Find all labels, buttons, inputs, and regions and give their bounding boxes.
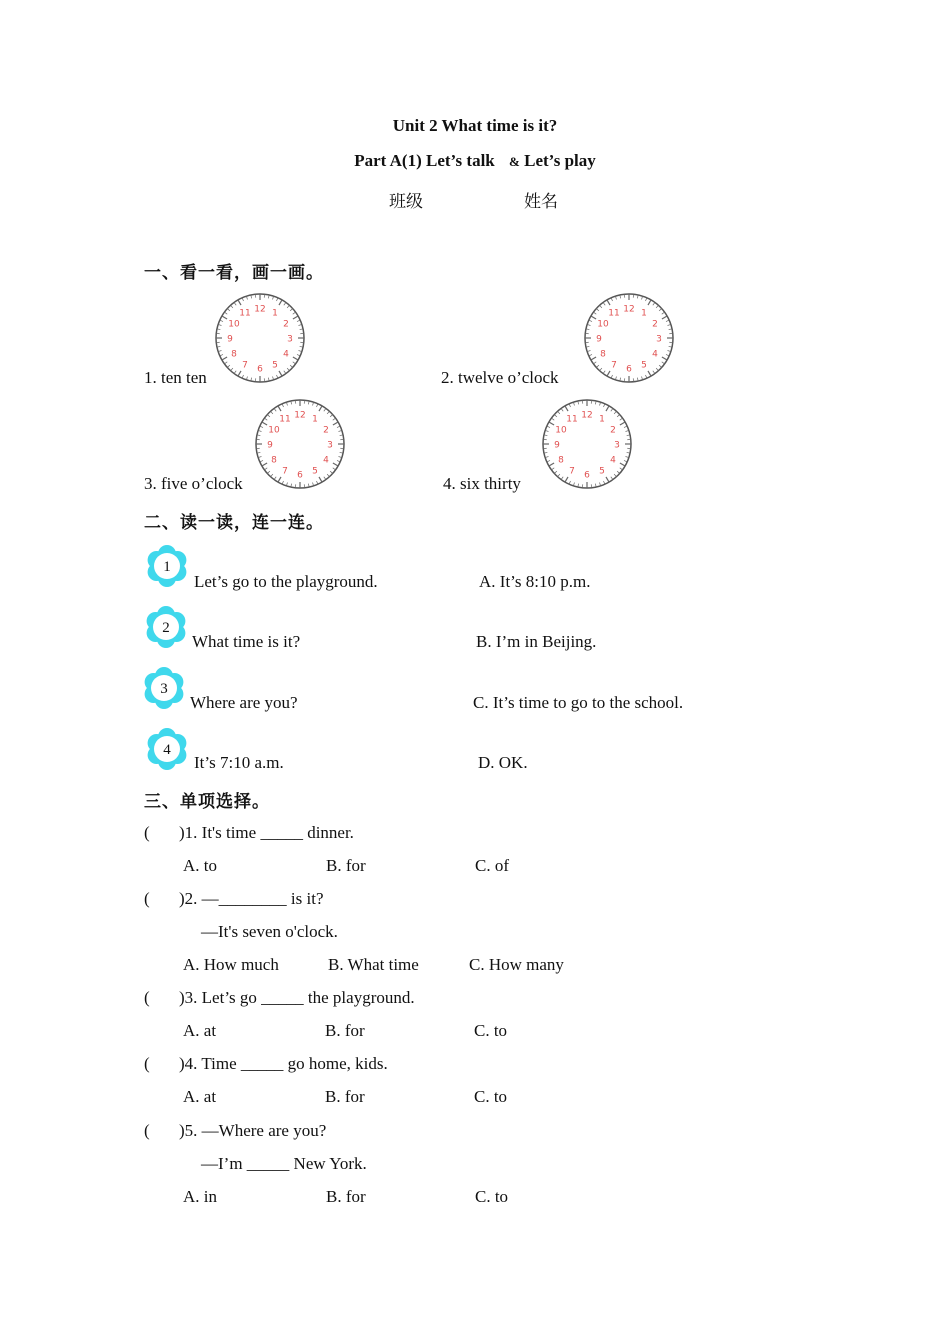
answer-paren[interactable]: ( xyxy=(144,889,150,908)
number-flower-icon xyxy=(144,543,190,589)
svg-text:7: 7 xyxy=(242,360,248,371)
option-b: B. for xyxy=(325,1021,365,1040)
svg-text:6: 6 xyxy=(626,364,632,375)
svg-text:5: 5 xyxy=(641,360,647,371)
svg-text:1: 1 xyxy=(272,308,278,319)
svg-text:1: 1 xyxy=(312,414,318,425)
svg-text:6: 6 xyxy=(257,364,263,375)
exercise4-label: 4. six thirty xyxy=(443,474,521,493)
match-left-item: Let’s go to the playground. xyxy=(194,572,378,591)
answer-paren[interactable]: ( xyxy=(144,988,150,1007)
subtitle-ampersand: & xyxy=(509,154,520,169)
option-c: C. to xyxy=(474,1087,508,1106)
option-b: B. What time xyxy=(328,955,419,974)
svg-text:12: 12 xyxy=(254,304,266,315)
svg-text:12: 12 xyxy=(581,410,593,421)
svg-text:5: 5 xyxy=(272,360,278,371)
svg-text:1: 1 xyxy=(163,559,171,575)
option-a: A. at xyxy=(183,1087,217,1106)
clock-face-icon xyxy=(252,396,348,492)
clock-face-icon xyxy=(212,290,308,386)
number-flower-icon xyxy=(144,726,190,772)
option-a: A. to xyxy=(183,856,217,875)
question-answer-line: —It's seven o'clock. xyxy=(201,922,338,941)
page-subtitle xyxy=(0,151,950,171)
option-a: A. How much xyxy=(183,955,279,974)
page-title: Unit 2 What time is it? xyxy=(392,116,558,135)
question-stem: )5. —Where are you? xyxy=(179,1121,327,1140)
name-label: 姓名 xyxy=(524,192,558,212)
svg-text:6: 6 xyxy=(297,470,303,481)
svg-text:4: 4 xyxy=(610,455,616,466)
svg-text:3: 3 xyxy=(287,334,293,345)
svg-text:9: 9 xyxy=(554,440,560,451)
svg-text:11: 11 xyxy=(239,308,251,319)
subtitle-part2: Let’s play xyxy=(524,151,596,170)
svg-text:11: 11 xyxy=(608,308,620,319)
exercise2-label: 2. twelve o’clock xyxy=(441,368,559,387)
section1-heading: 一、看一看，画一画。 xyxy=(144,263,324,283)
match-right-item: B. I’m in Beijing. xyxy=(476,632,597,651)
class-label: 班级 xyxy=(389,192,423,212)
svg-text:4: 4 xyxy=(283,349,289,360)
svg-text:4: 4 xyxy=(652,349,658,360)
svg-text:4: 4 xyxy=(163,742,171,758)
svg-text:5: 5 xyxy=(312,466,318,477)
question-stem: )2. —________ is it? xyxy=(179,889,324,908)
svg-text:11: 11 xyxy=(566,414,578,425)
svg-text:2: 2 xyxy=(652,319,658,330)
svg-text:3: 3 xyxy=(160,681,168,697)
number-flower-icon xyxy=(143,604,189,650)
svg-text:3: 3 xyxy=(327,440,333,451)
option-c: C. to xyxy=(474,1021,508,1040)
svg-text:7: 7 xyxy=(611,360,617,371)
section2-heading: 二、读一读，连一连。 xyxy=(144,513,324,533)
svg-text:8: 8 xyxy=(600,349,606,360)
clock-face-icon xyxy=(581,290,677,386)
option-a: A. in xyxy=(183,1187,217,1206)
match-right-item: C. It’s time to go to the school. xyxy=(473,693,684,712)
svg-text:12: 12 xyxy=(623,304,635,315)
option-b: B. for xyxy=(326,1187,366,1206)
svg-text:8: 8 xyxy=(558,455,564,466)
svg-text:2: 2 xyxy=(283,319,289,330)
svg-text:2: 2 xyxy=(162,620,170,636)
svg-text:3: 3 xyxy=(614,440,620,451)
svg-text:10: 10 xyxy=(268,425,280,436)
svg-text:8: 8 xyxy=(231,349,237,360)
svg-text:11: 11 xyxy=(279,414,291,425)
option-a: A. at xyxy=(183,1021,217,1040)
match-left-item: It’s 7:10 a.m. xyxy=(194,753,284,772)
question-stem: )1. It's time _____ dinner. xyxy=(179,823,354,842)
svg-text:2: 2 xyxy=(323,425,329,436)
svg-text:3: 3 xyxy=(656,334,662,345)
svg-text:9: 9 xyxy=(227,334,233,345)
match-right-item: A. It’s 8:10 p.m. xyxy=(479,572,591,591)
section3-heading: 三、单项选择。 xyxy=(144,792,270,812)
clock-face-icon xyxy=(539,396,635,492)
option-b: B. for xyxy=(326,856,366,875)
svg-text:7: 7 xyxy=(282,466,288,477)
match-right-item: D. OK. xyxy=(478,753,528,772)
svg-text:6: 6 xyxy=(584,470,590,481)
question-answer-line: —I’m _____ New York. xyxy=(201,1154,367,1173)
subtitle-part1: Part A(1) Let’s talk xyxy=(354,151,495,170)
svg-text:1: 1 xyxy=(641,308,647,319)
option-c: C. to xyxy=(475,1187,509,1206)
option-c: C. of xyxy=(475,856,509,875)
question-stem: )4. Time _____ go home, kids. xyxy=(179,1054,388,1073)
svg-text:2: 2 xyxy=(610,425,616,436)
svg-text:1: 1 xyxy=(599,414,605,425)
svg-text:9: 9 xyxy=(596,334,602,345)
svg-text:7: 7 xyxy=(569,466,575,477)
svg-text:12: 12 xyxy=(294,410,306,421)
svg-text:5: 5 xyxy=(599,466,605,477)
svg-text:8: 8 xyxy=(271,455,277,466)
option-c: C. How many xyxy=(469,955,564,974)
number-flower-icon xyxy=(141,665,187,711)
match-left-item: Where are you? xyxy=(190,693,298,712)
exercise3-label: 3. five o’clock xyxy=(144,474,243,493)
answer-paren[interactable]: ( xyxy=(144,1121,150,1140)
question-stem: )3. Let’s go _____ the playground. xyxy=(179,988,415,1007)
answer-paren[interactable]: ( xyxy=(144,823,150,842)
option-b: B. for xyxy=(325,1087,365,1106)
match-left-item: What time is it? xyxy=(192,632,301,651)
exercise1-label: 1. ten ten xyxy=(144,368,207,387)
answer-paren[interactable]: ( xyxy=(144,1054,150,1073)
svg-text:10: 10 xyxy=(597,319,609,330)
svg-text:9: 9 xyxy=(267,440,273,451)
svg-text:10: 10 xyxy=(228,319,240,330)
svg-text:10: 10 xyxy=(555,425,567,436)
svg-text:4: 4 xyxy=(323,455,329,466)
